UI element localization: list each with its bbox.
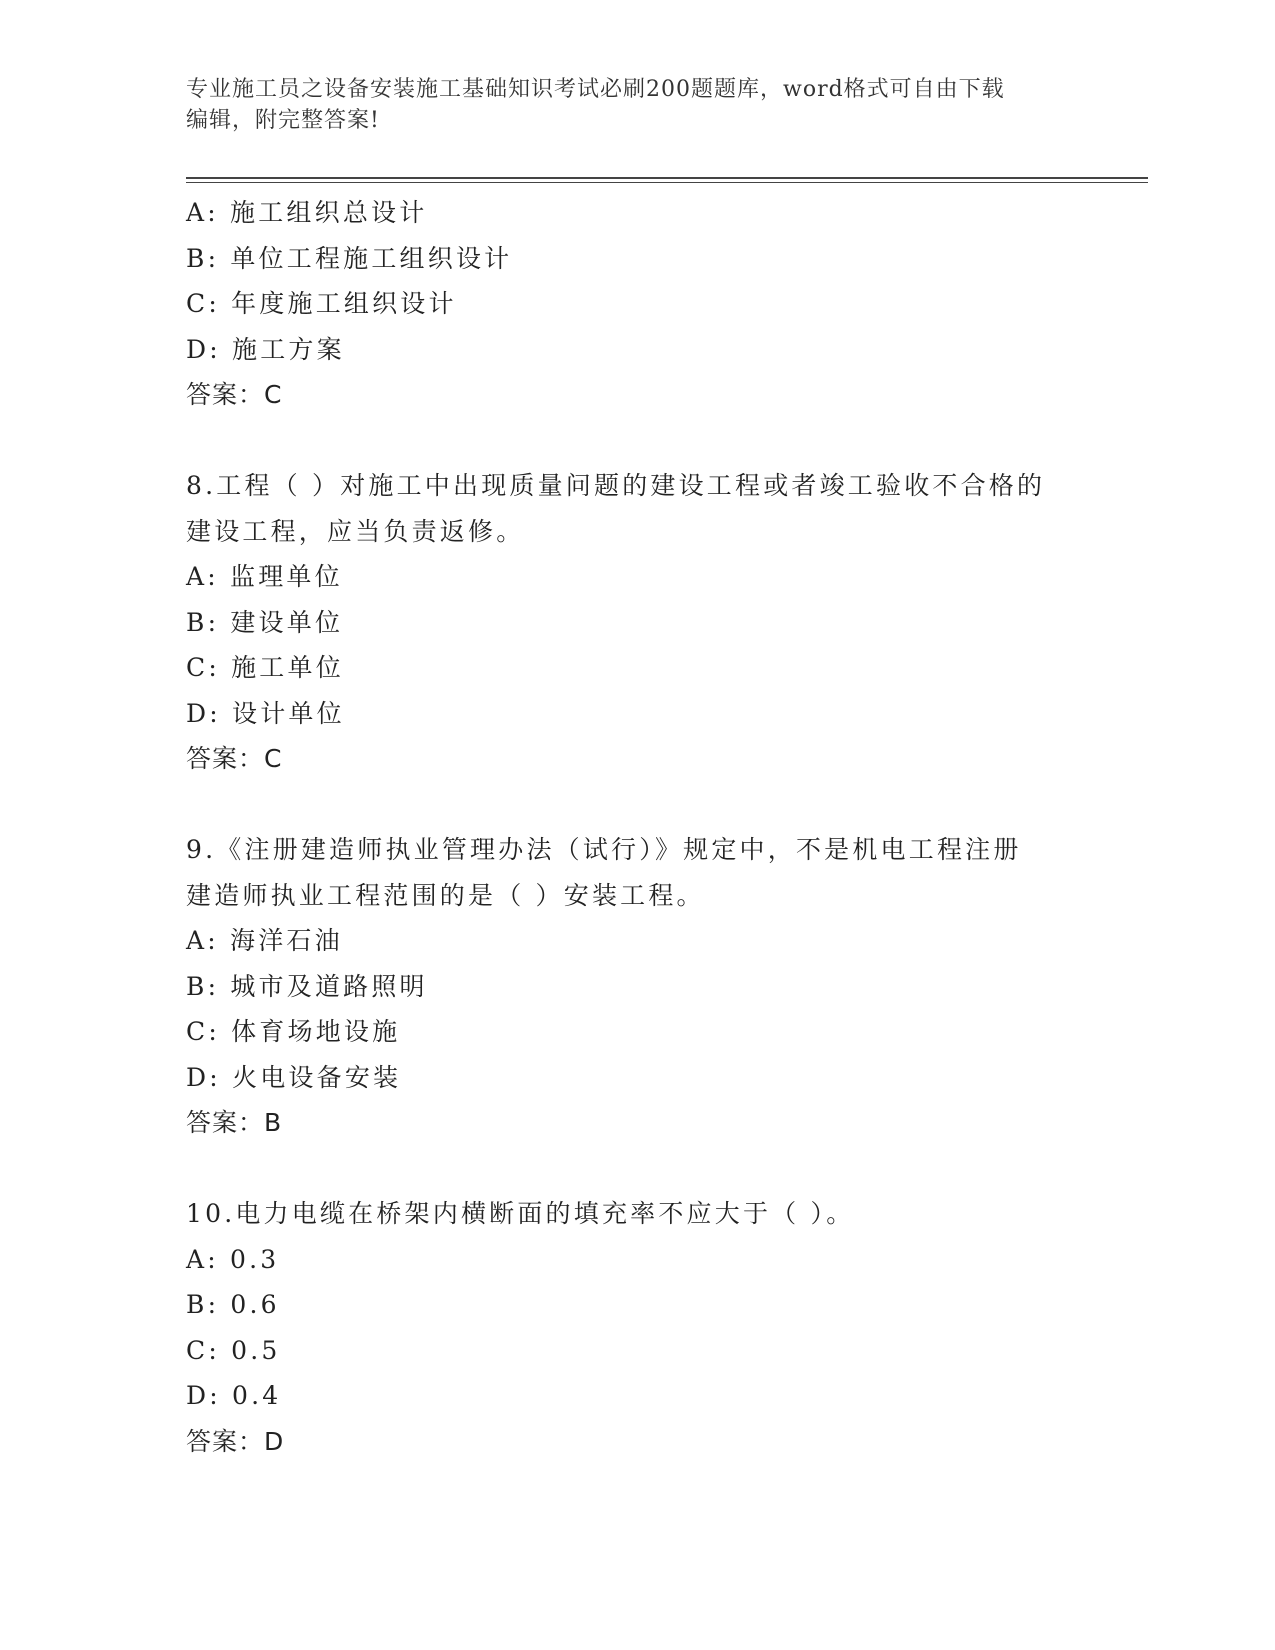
q8-option-d: D: 设计单位 (186, 698, 345, 728)
q9-title-line-2: 建造师执业工程范围的是（ ）安装工程。 (186, 880, 705, 910)
header-title-line-1: 专业施工员之设备安装施工基础知识考试必刷200题题库，word格式可自由下载 (186, 77, 1005, 102)
q9-answer: 答案：B (186, 1108, 283, 1137)
q8-option-b: B: 建设单位 (186, 607, 344, 637)
question-list (186, 190, 1086, 1464)
q7-option-a: A: 施工组织总设计 (186, 198, 428, 227)
question-10 (186, 1191, 1086, 1464)
q10-answer: 答案：D (186, 1426, 285, 1456)
q9-option-b: B: 城市及道路照明 (186, 971, 428, 1001)
spacer (186, 782, 1086, 828)
header-title-line-2: 编辑，附完整答案! (186, 108, 380, 133)
q10-option-a: A: 0.3 (186, 1244, 280, 1274)
q7-option-d: D: 施工方案 (186, 334, 345, 364)
q10-option-b: B: 0.6 (186, 1290, 280, 1319)
header-divider-thick (186, 177, 1148, 179)
q10-title-line-1: 10.电力电缆在桥架内横断面的填充率不应大于（ ）。 (186, 1199, 855, 1228)
spacer (186, 418, 1086, 464)
q8-answer: 答案：C (186, 744, 283, 773)
q9-title-line-1: 9.《注册建造师执业管理办法（试行）》规定中，不是机电工程注册 (186, 835, 1022, 864)
q10-option-c: C: 0.5 (186, 1335, 281, 1365)
q7-answer: 答案：C (186, 380, 283, 409)
q9-option-a: A: 海洋石油 (186, 926, 343, 955)
q8-title-line-1: 8.工程（ ）对施工中出现质量问题的建设工程或者竣工验收不合格的 (186, 471, 1046, 500)
question-7 (186, 190, 1086, 418)
q10-option-d: D: 0.4 (186, 1381, 282, 1410)
q9-option-d: D: 火电设备安装 (186, 1062, 402, 1092)
q9-option-c: C: 体育场地设施 (186, 1017, 401, 1046)
spacer (186, 1146, 1086, 1192)
q8-option-a: A: 监理单位 (186, 562, 343, 591)
question-8 (186, 463, 1086, 782)
q7-option-c: C: 年度施工组织设计 (186, 289, 457, 318)
question-9 (186, 827, 1086, 1146)
q8-title-line-2: 建设工程，应当负责返修。 (186, 516, 525, 546)
document-header (186, 74, 1066, 136)
q7-option-b: B: 单位工程施工组织设计 (186, 243, 513, 273)
q8-option-c: C: 施工单位 (186, 653, 344, 682)
header-divider-thin (186, 182, 1148, 183)
